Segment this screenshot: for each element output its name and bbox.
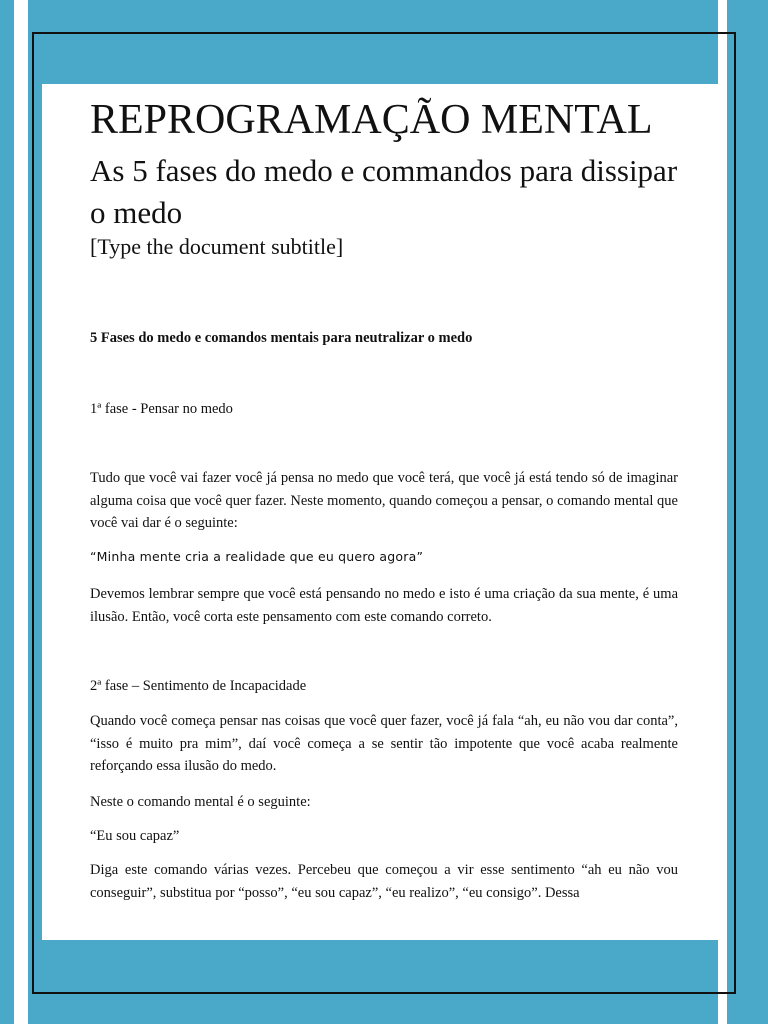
document-subtitle: As 5 fases do medo e commandos para dissipar o medo: [90, 153, 678, 230]
phase1-paragraph-2: Devemos lembrar sempre que você está pensando no medo e isto é uma criação da sua mente, é uma ilusão. Então, você corta este pensamento com este comando correto.: [90, 586, 678, 625]
phase2-paragraph-3: Diga este comando várias vezes. Percebeu que começou a vir esse sentimento “ah eu não vou conseguir”, substitua por “posso”, “eu sou capaz”, “eu realizo”, “eu consigo”. Dessa: [90, 862, 678, 901]
phase2-label: 2ª fase – Sentimento de Incapacidade: [90, 678, 307, 694]
phase1-command: “Minha mente cria a realidade que eu quero agora”: [90, 549, 424, 564]
document-title: REPROGRAMAÇÃO MENTAL: [90, 97, 653, 143]
phase2-command: “Eu sou capaz”: [90, 828, 180, 844]
phase2-paragraph-2: Neste o comando mental é o seguinte:: [90, 794, 311, 810]
right-accent-band: [726, 0, 768, 1024]
phase1-paragraph-1: Tudo que você vai fazer você já pensa no medo que você terá, que você já está tendo só de imaginar alguma coisa que você quer fazer. Neste momento, quando começou a pensar, o comando mental que você vai dar é o seguinte:: [90, 470, 678, 531]
phase1-label: 1ª fase - Pensar no medo: [90, 401, 233, 417]
top-accent-band: [0, 0, 768, 84]
subtitle-placeholder: [Type the document subtitle]: [90, 234, 344, 259]
phase2-paragraph-1: Quando você começa pensar nas coisas que você quer fazer, você já fala “ah, eu não vou dar conta”, “isso é muito pra mim”, daí você começa a se sentir tão impotente que você acaba realmente reforçando essa ilusão do medo.: [90, 713, 678, 774]
section-heading: 5 Fases do medo e comandos mentais para neutralizar o medo: [90, 330, 473, 346]
right-white-stripe: [718, 0, 727, 1024]
bottom-accent-band: [0, 940, 768, 1024]
left-white-stripe: [14, 0, 28, 1024]
